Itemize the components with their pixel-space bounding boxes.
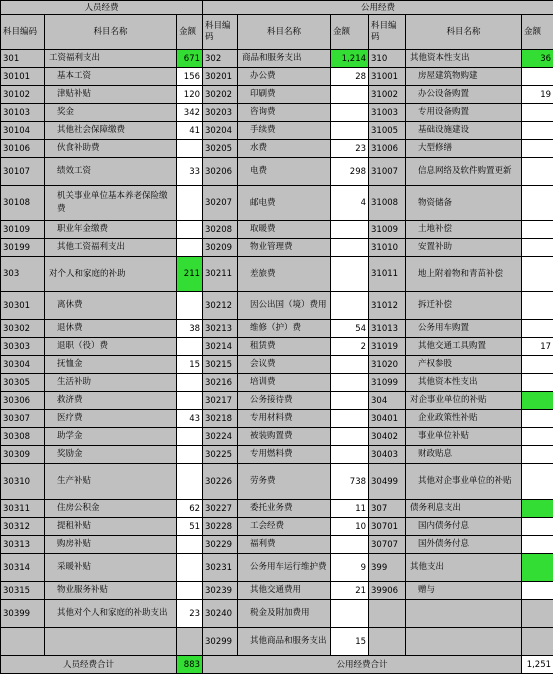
table-row bbox=[1, 186, 553, 221]
code-cell: 30204 bbox=[203, 122, 238, 140]
code-cell: 31010 bbox=[369, 239, 406, 257]
amount-cell: 15 bbox=[177, 356, 203, 374]
name-cell: 医疗费 bbox=[45, 410, 177, 428]
amount-cell bbox=[331, 410, 369, 428]
name-cell: 国外债务付息 bbox=[406, 536, 522, 554]
code-cell: 30106 bbox=[1, 140, 45, 158]
name-cell: 物业服务补贴 bbox=[45, 582, 177, 600]
amount-cell bbox=[177, 140, 203, 158]
code-cell: 30308 bbox=[1, 428, 45, 446]
amount-cell bbox=[331, 392, 369, 410]
section-header-row bbox=[1, 1, 553, 15]
name-cell: 办公设备购置 bbox=[406, 86, 522, 104]
code-cell: 30209 bbox=[203, 239, 238, 257]
table-row bbox=[1, 374, 553, 392]
amount-cell: 738 bbox=[331, 464, 369, 500]
table-row bbox=[1, 536, 553, 554]
amount-cell bbox=[522, 628, 553, 656]
amount-cell bbox=[522, 239, 553, 257]
amount-cell bbox=[177, 392, 203, 410]
code-cell: 30226 bbox=[203, 464, 238, 500]
code-cell: 30315 bbox=[1, 582, 45, 600]
name-cell: 地上附着物和青苗补偿 bbox=[406, 257, 522, 292]
name-cell: 奖励金 bbox=[45, 446, 177, 464]
name-cell: 机关事业单位基本养老保险缴费 bbox=[45, 186, 177, 221]
amount-cell bbox=[522, 582, 553, 600]
code-cell: 30216 bbox=[203, 374, 238, 392]
code-cell: 31019 bbox=[369, 338, 406, 356]
amount-cell: 11 bbox=[331, 500, 369, 518]
code-cell: 30108 bbox=[1, 186, 45, 221]
name-cell: 对企事业单位的补贴 bbox=[406, 392, 522, 410]
code-cell: 303 bbox=[1, 257, 45, 292]
amount-cell bbox=[177, 221, 203, 239]
amount-cell bbox=[522, 122, 553, 140]
code-cell: 307 bbox=[369, 500, 406, 518]
amount-cell bbox=[522, 374, 553, 392]
name-cell: 住房公积金 bbox=[45, 500, 177, 518]
amount-cell bbox=[522, 464, 553, 500]
table-row bbox=[1, 68, 553, 86]
code-cell: 30218 bbox=[203, 410, 238, 428]
code-cell: 30401 bbox=[369, 410, 406, 428]
code-cell: 31012 bbox=[369, 292, 406, 320]
code-cell: 310 bbox=[369, 50, 406, 68]
amount-cell bbox=[522, 554, 553, 582]
code-cell: 30199 bbox=[1, 239, 45, 257]
table-row bbox=[1, 410, 553, 428]
name-cell bbox=[406, 628, 522, 656]
amount-cell bbox=[522, 392, 553, 410]
amount-cell bbox=[522, 536, 553, 554]
code-cell: 30399 bbox=[1, 600, 45, 628]
code-cell: 30212 bbox=[203, 292, 238, 320]
name-cell: 取暖费 bbox=[238, 221, 331, 239]
section-personnel: 人员经费 bbox=[1, 1, 203, 15]
amount-cell bbox=[177, 186, 203, 221]
amount-cell: 19 bbox=[522, 86, 553, 104]
name-cell: 邮电费 bbox=[238, 186, 331, 221]
name-cell bbox=[45, 628, 177, 656]
code-cell: 30217 bbox=[203, 392, 238, 410]
amount-cell bbox=[331, 104, 369, 122]
table-row bbox=[1, 86, 553, 104]
table-row bbox=[1, 320, 553, 338]
name-cell: 基础设施建设 bbox=[406, 122, 522, 140]
code-cell: 30231 bbox=[203, 554, 238, 582]
code-cell: 30304 bbox=[1, 356, 45, 374]
name-cell: 其他对个人和家庭的补助支出 bbox=[45, 600, 177, 628]
table-row bbox=[1, 221, 553, 239]
amount-cell bbox=[522, 68, 553, 86]
amount-cell: 23 bbox=[331, 140, 369, 158]
code-cell: 31007 bbox=[369, 158, 406, 186]
code-cell: 399 bbox=[369, 554, 406, 582]
name-cell: 专用燃料费 bbox=[238, 446, 331, 464]
table-row bbox=[1, 500, 553, 518]
name-cell bbox=[406, 600, 522, 628]
name-cell: 其他资本性支出 bbox=[406, 374, 522, 392]
name-cell: 委托业务费 bbox=[238, 500, 331, 518]
amount-cell bbox=[177, 428, 203, 446]
code-cell: 30228 bbox=[203, 518, 238, 536]
name-cell: 退休费 bbox=[45, 320, 177, 338]
code-cell: 30107 bbox=[1, 158, 45, 186]
table-row bbox=[1, 600, 553, 628]
name-cell: 电费 bbox=[238, 158, 331, 186]
code-cell: 302 bbox=[203, 50, 238, 68]
public-total-label: 公用经费合计 bbox=[203, 656, 522, 674]
table-row bbox=[1, 628, 553, 656]
code-cell: 30201 bbox=[203, 68, 238, 86]
name-cell: 提租补贴 bbox=[45, 518, 177, 536]
code-cell: 30499 bbox=[369, 464, 406, 500]
amount-cell: 51 bbox=[177, 518, 203, 536]
table-row bbox=[1, 464, 553, 500]
amount-cell bbox=[331, 257, 369, 292]
amount-cell: 2 bbox=[331, 338, 369, 356]
code-cell: 30103 bbox=[1, 104, 45, 122]
name-cell: 办公费 bbox=[238, 68, 331, 86]
amount-cell bbox=[177, 536, 203, 554]
header-code: 科目编码 bbox=[1, 15, 45, 50]
code-cell: 31013 bbox=[369, 320, 406, 338]
code-cell: 30102 bbox=[1, 86, 45, 104]
code-cell: 30239 bbox=[203, 582, 238, 600]
name-cell: 采暖补贴 bbox=[45, 554, 177, 582]
code-cell: 30309 bbox=[1, 446, 45, 464]
name-cell: 物资储备 bbox=[406, 186, 522, 221]
amount-cell: 38 bbox=[177, 320, 203, 338]
amount-cell: 211 bbox=[177, 257, 203, 292]
code-cell: 31005 bbox=[369, 122, 406, 140]
code-cell: 30314 bbox=[1, 554, 45, 582]
amount-cell bbox=[331, 356, 369, 374]
header-name: 科目名称 bbox=[406, 15, 522, 50]
name-cell: 其他工资福利支出 bbox=[45, 239, 177, 257]
name-cell: 福利费 bbox=[238, 536, 331, 554]
name-cell: 因公出国（境）费用 bbox=[238, 292, 331, 320]
code-cell: 31099 bbox=[369, 374, 406, 392]
table-row bbox=[1, 428, 553, 446]
amount-cell: 342 bbox=[177, 104, 203, 122]
amount-cell bbox=[522, 446, 553, 464]
amount-cell: 10 bbox=[331, 518, 369, 536]
code-cell: 30303 bbox=[1, 338, 45, 356]
name-cell: 其他支出 bbox=[406, 554, 522, 582]
code-cell: 304 bbox=[369, 392, 406, 410]
amount-cell bbox=[522, 257, 553, 292]
code-cell: 30214 bbox=[203, 338, 238, 356]
table-row bbox=[1, 338, 553, 356]
amount-cell bbox=[522, 320, 553, 338]
header-code: 科目编码 bbox=[369, 15, 406, 50]
code-cell: 30206 bbox=[203, 158, 238, 186]
code-cell: 31001 bbox=[369, 68, 406, 86]
name-cell: 专用材料费 bbox=[238, 410, 331, 428]
amount-cell: 4 bbox=[331, 186, 369, 221]
amount-cell bbox=[177, 292, 203, 320]
code-cell: 30306 bbox=[1, 392, 45, 410]
table-row bbox=[1, 446, 553, 464]
header-name: 科目名称 bbox=[45, 15, 177, 50]
code-cell: 31003 bbox=[369, 104, 406, 122]
amount-cell: 15 bbox=[331, 628, 369, 656]
name-cell: 奖金 bbox=[45, 104, 177, 122]
name-cell: 国内债务付息 bbox=[406, 518, 522, 536]
code-cell: 30207 bbox=[203, 186, 238, 221]
amount-cell bbox=[522, 518, 553, 536]
name-cell: 手续费 bbox=[238, 122, 331, 140]
amount-cell bbox=[177, 446, 203, 464]
name-cell: 公务用车购置 bbox=[406, 320, 522, 338]
amount-cell bbox=[331, 292, 369, 320]
code-cell: 31020 bbox=[369, 356, 406, 374]
name-cell: 被装购置费 bbox=[238, 428, 331, 446]
section-public: 公用经费 bbox=[203, 1, 553, 15]
name-cell: 离休费 bbox=[45, 292, 177, 320]
name-cell: 工会经费 bbox=[238, 518, 331, 536]
table-row bbox=[1, 518, 553, 536]
name-cell: 租赁费 bbox=[238, 338, 331, 356]
header-code: 科目编码 bbox=[203, 15, 238, 50]
code-cell: 30299 bbox=[203, 628, 238, 656]
amount-cell: 41 bbox=[177, 122, 203, 140]
amount-cell bbox=[522, 600, 553, 628]
amount-cell: 21 bbox=[331, 582, 369, 600]
amount-cell bbox=[522, 428, 553, 446]
name-cell: 水费 bbox=[238, 140, 331, 158]
code-cell: 30104 bbox=[1, 122, 45, 140]
amount-cell bbox=[177, 464, 203, 500]
name-cell: 债务利息支出 bbox=[406, 500, 522, 518]
amount-cell: 54 bbox=[331, 320, 369, 338]
code-cell: 30301 bbox=[1, 292, 45, 320]
amount-cell bbox=[177, 628, 203, 656]
name-cell: 商品和服务支出 bbox=[238, 50, 331, 68]
name-cell: 伙食补助费 bbox=[45, 140, 177, 158]
code-cell: 30225 bbox=[203, 446, 238, 464]
amount-cell bbox=[522, 140, 553, 158]
code-cell bbox=[369, 628, 406, 656]
name-cell: 其他交通工具购置 bbox=[406, 338, 522, 356]
amount-cell bbox=[331, 86, 369, 104]
public-total-value: 1,251 bbox=[522, 656, 553, 674]
name-cell: 对个人和家庭的补助 bbox=[45, 257, 177, 292]
amount-cell bbox=[177, 374, 203, 392]
amount-cell bbox=[177, 582, 203, 600]
amount-cell bbox=[177, 554, 203, 582]
amount-cell bbox=[331, 536, 369, 554]
name-cell: 培训费 bbox=[238, 374, 331, 392]
name-cell: 会议费 bbox=[238, 356, 331, 374]
amount-cell bbox=[522, 500, 553, 518]
name-cell: 其他交通费用 bbox=[238, 582, 331, 600]
name-cell: 救济费 bbox=[45, 392, 177, 410]
amount-cell bbox=[331, 600, 369, 628]
amount-cell: 156 bbox=[177, 68, 203, 86]
name-cell: 土地补偿 bbox=[406, 221, 522, 239]
personnel-total-label: 人员经费合计 bbox=[1, 656, 177, 674]
code-cell: 30202 bbox=[203, 86, 238, 104]
amount-cell: 9 bbox=[331, 554, 369, 582]
code-cell: 30312 bbox=[1, 518, 45, 536]
code-cell: 30203 bbox=[203, 104, 238, 122]
header-amount: 金额 bbox=[522, 15, 553, 50]
name-cell: 企业政策性补贴 bbox=[406, 410, 522, 428]
name-cell: 信息网络及软件购置更新 bbox=[406, 158, 522, 186]
header-name: 科目名称 bbox=[238, 15, 331, 50]
name-cell: 拆迁补偿 bbox=[406, 292, 522, 320]
code-cell: 39906 bbox=[369, 582, 406, 600]
amount-cell: 120 bbox=[177, 86, 203, 104]
name-cell: 财政贴息 bbox=[406, 446, 522, 464]
amount-cell bbox=[522, 221, 553, 239]
name-cell: 赠与 bbox=[406, 582, 522, 600]
code-cell: 30402 bbox=[369, 428, 406, 446]
code-cell: 30403 bbox=[369, 446, 406, 464]
code-cell: 30213 bbox=[203, 320, 238, 338]
code-cell bbox=[1, 628, 45, 656]
amount-cell bbox=[331, 221, 369, 239]
code-cell bbox=[369, 600, 406, 628]
name-cell: 专用设备购置 bbox=[406, 104, 522, 122]
table-row bbox=[1, 356, 553, 374]
code-cell: 30227 bbox=[203, 500, 238, 518]
code-cell: 30224 bbox=[203, 428, 238, 446]
code-cell: 30310 bbox=[1, 464, 45, 500]
amount-cell: 43 bbox=[177, 410, 203, 428]
table-row bbox=[1, 140, 553, 158]
code-cell: 30208 bbox=[203, 221, 238, 239]
name-cell: 工资福利支出 bbox=[45, 50, 177, 68]
name-cell: 事业单位补贴 bbox=[406, 428, 522, 446]
amount-cell: 671 bbox=[177, 50, 203, 68]
code-cell: 30229 bbox=[203, 536, 238, 554]
name-cell: 退职（役）费 bbox=[45, 338, 177, 356]
code-cell: 30215 bbox=[203, 356, 238, 374]
name-cell: 房屋建筑物购建 bbox=[406, 68, 522, 86]
code-cell: 30109 bbox=[1, 221, 45, 239]
code-cell: 30305 bbox=[1, 374, 45, 392]
table-row bbox=[1, 239, 553, 257]
name-cell: 公务接待费 bbox=[238, 392, 331, 410]
name-cell: 咨询费 bbox=[238, 104, 331, 122]
column-header-row bbox=[1, 15, 553, 50]
code-cell: 30302 bbox=[1, 320, 45, 338]
amount-cell bbox=[331, 446, 369, 464]
name-cell: 其他资本性支出 bbox=[406, 50, 522, 68]
name-cell: 助学金 bbox=[45, 428, 177, 446]
amount-cell: 62 bbox=[177, 500, 203, 518]
name-cell: 抚恤金 bbox=[45, 356, 177, 374]
table-row bbox=[1, 257, 553, 292]
amount-cell bbox=[522, 292, 553, 320]
code-cell: 30707 bbox=[369, 536, 406, 554]
personnel-total-value: 883 bbox=[177, 656, 203, 674]
code-cell: 30211 bbox=[203, 257, 238, 292]
name-cell: 生活补助 bbox=[45, 374, 177, 392]
amount-cell: 1,214 bbox=[331, 50, 369, 68]
code-cell: 301 bbox=[1, 50, 45, 68]
amount-cell: 23 bbox=[177, 600, 203, 628]
table-row bbox=[1, 392, 553, 410]
amount-cell: 17 bbox=[522, 338, 553, 356]
name-cell: 基本工资 bbox=[45, 68, 177, 86]
header-amount: 金额 bbox=[177, 15, 203, 50]
amount-cell bbox=[177, 239, 203, 257]
table-row bbox=[1, 50, 553, 68]
table-row bbox=[1, 292, 553, 320]
code-cell: 30313 bbox=[1, 536, 45, 554]
code-cell: 31008 bbox=[369, 186, 406, 221]
amount-cell bbox=[522, 186, 553, 221]
name-cell: 购房补贴 bbox=[45, 536, 177, 554]
header-amount: 金额 bbox=[331, 15, 369, 50]
name-cell: 税金及附加费用 bbox=[238, 600, 331, 628]
table-row bbox=[1, 582, 553, 600]
name-cell: 其他商品和服务支出 bbox=[238, 628, 331, 656]
code-cell: 30307 bbox=[1, 410, 45, 428]
name-cell: 劳务费 bbox=[238, 464, 331, 500]
code-cell: 30311 bbox=[1, 500, 45, 518]
amount-cell bbox=[522, 356, 553, 374]
name-cell: 其他社会保障缴费 bbox=[45, 122, 177, 140]
amount-cell: 28 bbox=[331, 68, 369, 86]
amount-cell: 33 bbox=[177, 158, 203, 186]
name-cell: 绩效工资 bbox=[45, 158, 177, 186]
name-cell: 津贴补贴 bbox=[45, 86, 177, 104]
name-cell: 生产补贴 bbox=[45, 464, 177, 500]
amount-cell bbox=[331, 374, 369, 392]
totals-row bbox=[1, 656, 553, 674]
name-cell: 公务用车运行维护费 bbox=[238, 554, 331, 582]
amount-cell bbox=[331, 239, 369, 257]
table-row bbox=[1, 122, 553, 140]
name-cell: 物业管理费 bbox=[238, 239, 331, 257]
amount-cell: 298 bbox=[331, 158, 369, 186]
name-cell: 大型修缮 bbox=[406, 140, 522, 158]
name-cell: 差旅费 bbox=[238, 257, 331, 292]
table-row bbox=[1, 554, 553, 582]
code-cell: 31006 bbox=[369, 140, 406, 158]
table-row bbox=[1, 104, 553, 122]
table-row bbox=[1, 158, 553, 186]
name-cell: 其他对企事业单位的补贴 bbox=[406, 464, 522, 500]
code-cell: 30701 bbox=[369, 518, 406, 536]
name-cell: 维修（护）费 bbox=[238, 320, 331, 338]
name-cell: 安置补助 bbox=[406, 239, 522, 257]
amount-cell: 36 bbox=[522, 50, 553, 68]
amount-cell bbox=[177, 338, 203, 356]
name-cell: 产权参股 bbox=[406, 356, 522, 374]
code-cell: 30240 bbox=[203, 600, 238, 628]
amount-cell bbox=[331, 122, 369, 140]
code-cell: 31002 bbox=[369, 86, 406, 104]
code-cell: 31011 bbox=[369, 257, 406, 292]
amount-cell bbox=[522, 410, 553, 428]
name-cell: 职业年金缴费 bbox=[45, 221, 177, 239]
code-cell: 31009 bbox=[369, 221, 406, 239]
amount-cell bbox=[331, 428, 369, 446]
amount-cell bbox=[522, 104, 553, 122]
name-cell: 印刷费 bbox=[238, 86, 331, 104]
code-cell: 30205 bbox=[203, 140, 238, 158]
amount-cell bbox=[522, 158, 553, 186]
code-cell: 30101 bbox=[1, 68, 45, 86]
